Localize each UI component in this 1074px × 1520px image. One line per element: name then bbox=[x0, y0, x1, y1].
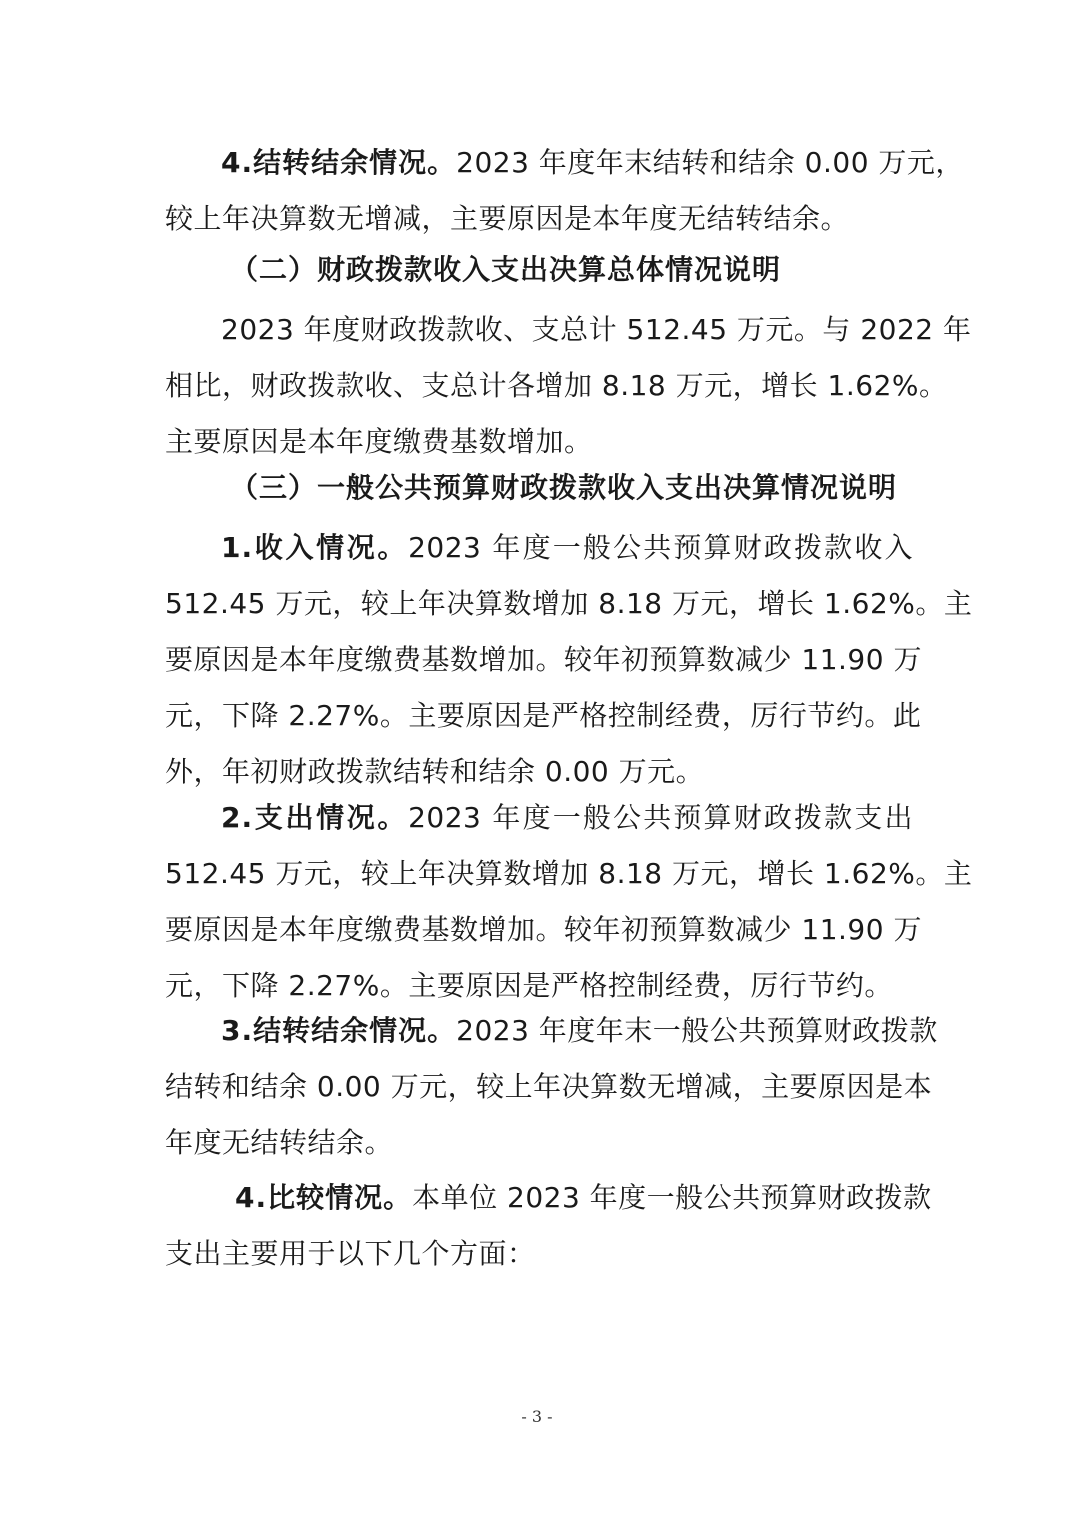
paragraph-carryover bbox=[165, 135, 964, 247]
paragraph-line: 支出主要用于以下几个方面： bbox=[165, 1237, 536, 1270]
paragraph-line: 外，年初财政拨款结转和结余 0.00 万元。 bbox=[165, 755, 705, 788]
section-heading: （二）财政拨款收入支出决算总体情况说明 bbox=[230, 253, 782, 286]
paragraph-line: 元，下降 2.27%。主要原因是严格控制经费，厉行节约。此 bbox=[165, 699, 922, 732]
paragraph-line: 主要原因是本年度缴费基数增加。 bbox=[165, 425, 593, 458]
paragraph-line: 512.45 万元，较上年决算数增加 8.18 万元，增长 1.62%。主 bbox=[165, 857, 973, 890]
paragraph-line: 较上年决算数无增减，主要原因是本年度无结转结余。 bbox=[165, 202, 850, 235]
paragraph-line: 年度无结转结余。 bbox=[165, 1126, 394, 1159]
page-number: - 3 - bbox=[521, 1407, 553, 1426]
paragraph-line: 1.收入情况。2023 年度一般公共预算财政拨款收入 bbox=[221, 531, 913, 564]
paragraph-line: 相比，财政拨款收、支总计各增加 8.18 万元，增长 1.62%。 bbox=[165, 369, 948, 402]
paragraph-comparison bbox=[165, 1170, 932, 1282]
paragraph-lead: 4.结转结余情况。 bbox=[221, 146, 457, 179]
paragraph-lead: 1.收入情况。 bbox=[221, 531, 409, 564]
paragraph-line: 结转和结余 0.00 万元，较上年决算数无增减，主要原因是本 bbox=[165, 1070, 933, 1103]
paragraph-line: 3.结转结余情况。2023 年度年末一般公共预算财政拨款 bbox=[221, 1014, 938, 1047]
paragraph-lead: 4.比较情况。 bbox=[235, 1181, 413, 1214]
paragraph-budget-carryover bbox=[165, 1003, 938, 1171]
section-heading: （三）一般公共预算财政拨款收入支出决算情况说明 bbox=[230, 471, 898, 504]
paragraph-expenditure bbox=[165, 790, 973, 1014]
paragraph-line: 4.结转结余情况。2023 年度年末结转和结余 0.00 万元， bbox=[221, 146, 964, 179]
paragraph-line: 2023 年度财政拨款收、支总计 512.45 万元。与 2022 年 bbox=[221, 313, 972, 346]
paragraph-line: 要原因是本年度缴费基数增加。较年初预算数减少 11.90 万 bbox=[165, 643, 922, 676]
paragraph-line: 2.支出情况。2023 年度一般公共预算财政拨款支出 bbox=[221, 801, 913, 834]
paragraph-line: 元，下降 2.27%。主要原因是严格控制经费，厉行节约。 bbox=[165, 969, 893, 1002]
paragraph-overview bbox=[165, 302, 972, 470]
paragraph-lead: 2.支出情况。 bbox=[221, 801, 409, 834]
paragraph-lead: 3.结转结余情况。 bbox=[221, 1014, 457, 1047]
paragraph-income bbox=[165, 520, 973, 800]
paragraph-line: 512.45 万元，较上年决算数增加 8.18 万元，增长 1.62%。主 bbox=[165, 587, 973, 620]
paragraph-line: 4.比较情况。本单位 2023 年度一般公共预算财政拨款 bbox=[235, 1181, 932, 1214]
paragraph-line: 要原因是本年度缴费基数增加。较年初预算数减少 11.90 万 bbox=[165, 913, 922, 946]
